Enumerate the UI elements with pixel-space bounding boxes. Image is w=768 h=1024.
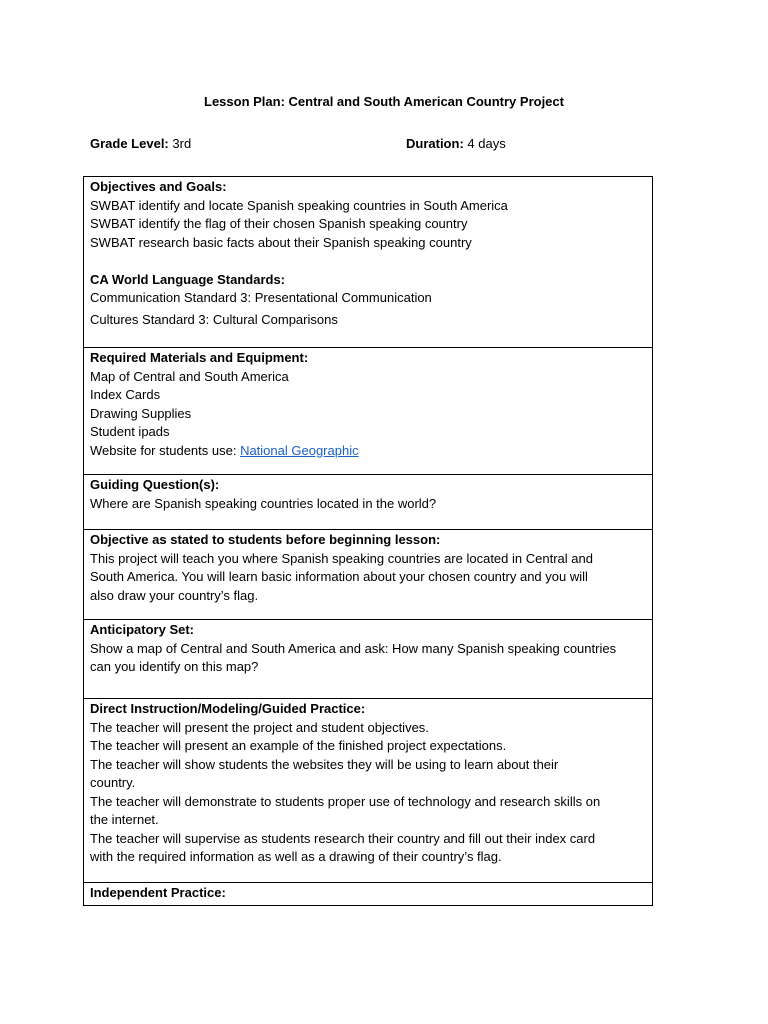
anticipatory-line: can you identify on this map? <box>90 659 259 674</box>
direct-instruction-heading: Direct Instruction/Modeling/Guided Practice: <box>90 701 366 716</box>
anticipatory-row <box>84 620 653 699</box>
lesson-plan-table <box>83 176 653 906</box>
independent-practice-cell <box>84 883 653 906</box>
grade-level-value: 3rd <box>172 136 192 151</box>
material-item: Index Cards <box>90 387 161 402</box>
independent-practice-heading: Independent Practice: <box>90 885 226 900</box>
direct-instruction-line: The teacher will show students the websites they will be using to learn about their <box>90 756 559 772</box>
grade-level <box>90 136 191 151</box>
guiding-row <box>84 475 653 530</box>
student-objective-line: also draw your country’s flag. <box>90 587 259 603</box>
direct-instruction-line: with the required information as well as a drawing of their country’s flag. <box>90 849 502 864</box>
direct-instruction-line: the internet. <box>90 812 159 827</box>
student-objective-row <box>84 530 653 620</box>
national-geographic-link[interactable]: National Geographic <box>240 442 359 458</box>
student-objective-cell <box>84 530 653 620</box>
website-line <box>90 442 646 461</box>
website-prefix: Website for students use: <box>90 442 241 458</box>
direct-instruction-line: The teacher will demonstrate to students proper use of technology and research skills on <box>90 793 601 809</box>
duration-value: 4 days <box>467 136 506 151</box>
objectives-heading: Objectives and Goals: <box>90 179 227 194</box>
direct-instruction-line: The teacher will present the project and student objectives. <box>90 719 429 735</box>
duration-label: Duration: <box>406 136 464 151</box>
direct-instruction-line: The teacher will present an example of the finished project expectations. <box>90 738 507 753</box>
guiding-cell <box>84 475 653 530</box>
anticipatory-heading: Anticipatory Set: <box>90 622 195 637</box>
objective-line: SWBAT research basic facts about their Spanish speaking country <box>90 234 472 250</box>
objectives-row <box>84 177 653 348</box>
material-item: Student ipads <box>90 424 170 439</box>
direct-instruction-line: country. <box>90 775 136 790</box>
direct-instruction-line: The teacher will supervise as students research their country and fill out their index card <box>90 830 596 846</box>
direct-instruction-cell <box>84 699 653 883</box>
grade-level-label: Grade Level: <box>90 136 169 151</box>
material-item: Drawing Supplies <box>90 405 192 421</box>
student-objective-line: This project will teach you where Spanish speaking countries are located in Central and <box>90 550 593 566</box>
anticipatory-line: Show a map of Central and South America and ask: How many Spanish speaking countries <box>90 640 617 656</box>
direct-instruction-row <box>84 699 653 883</box>
materials-cell <box>84 348 653 475</box>
materials-heading: Required Materials and Equipment: <box>90 350 309 365</box>
student-objective-heading: Objective as stated to students before beginning lesson: <box>90 532 441 547</box>
material-item: Map of Central and South America <box>90 368 289 384</box>
independent-practice-row <box>84 883 653 906</box>
objective-line: SWBAT identify the flag of their chosen Spanish speaking country <box>90 216 468 231</box>
standard-line: Communication Standard 3: Presentational Communication <box>90 290 432 305</box>
anticipatory-cell <box>84 620 653 699</box>
materials-row <box>84 348 653 475</box>
standard-line: Cultures Standard 3: Cultural Comparisons <box>90 311 338 327</box>
objective-line: SWBAT identify and locate Spanish speaking countries in South America <box>90 197 508 213</box>
guiding-heading: Guiding Question(s): <box>90 477 220 492</box>
document-title: Lesson Plan: Central and South American Country Project <box>204 94 564 109</box>
standards-heading: CA World Language Standards: <box>90 271 286 287</box>
objectives-cell <box>84 177 653 348</box>
duration <box>406 136 506 151</box>
student-objective-line: South America. You will learn basic information about your chosen country and you will <box>90 569 588 584</box>
guiding-question: Where are Spanish speaking countries located in the world? <box>90 495 437 511</box>
